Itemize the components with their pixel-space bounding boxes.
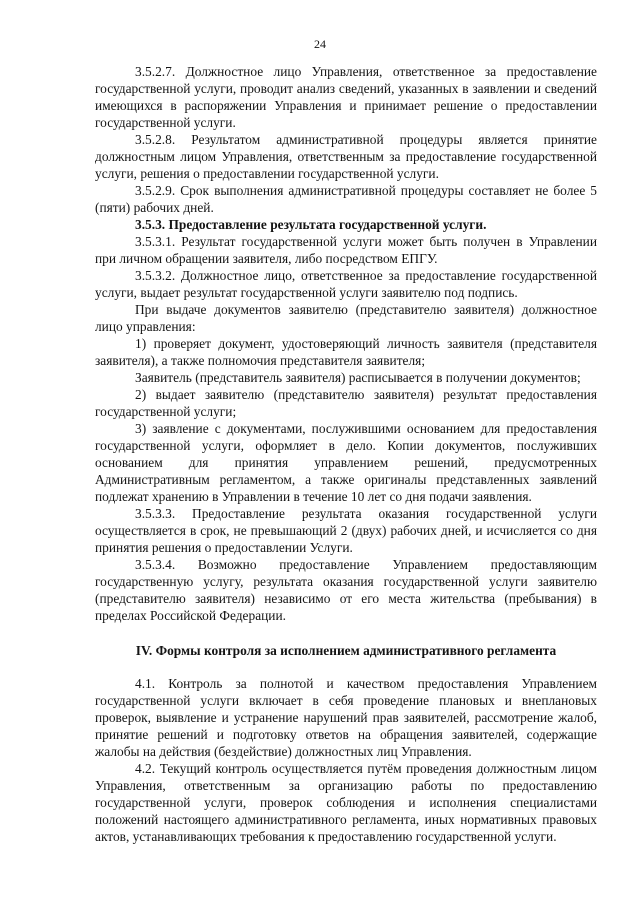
paragraph-applicant-signs: Заявитель (представитель заявителя) расписывается в получении документов; [135, 370, 581, 385]
section-iv-title: IV. Формы контроля за исполнением административного регламента [135, 643, 557, 658]
list-item-2: 2) выдает заявителю (представителю заявителя) результат предоставления государственной услуги; [95, 387, 597, 419]
paragraph-4-1: 4.1. Контроль за полнотой и качеством предоставления Управлением государственной услуги включает в себя проведение плановых и внеплановых проверок, выявление и устранение нарушений прав заявителей, рассмотрение жалоб, принятие решений и подготовку ответов на обращения заявителей, содержащие жалобы на действия (бездействие) должностных лиц Управления. [95, 676, 597, 759]
paragraph-issuance-intro: При выдаче документов заявителю (представителю заявителя) должностное лицо управления: [95, 302, 597, 334]
document-body [95, 63, 597, 845]
paragraph-3-5-2-7: 3.5.2.7. Должностное лицо Управления, ответственное за предоставление государственной услуги, проводит анализ сведений, указанных в заявлении и сведений имеющихся в распоряжении Управления и принимает решение о предоставлении государственной услуги. [95, 64, 597, 130]
paragraph-4-2: 4.2. Текущий контроль осуществляется путём проведения должностным лицом Управления, ответственным за организацию работы по предоставлению государственной услуги, проверок соблюдения и исполнения специалистами положений настоящего административного регламента, иных нормативных правовых актов, устанавливающих требования к предоставлению государственной услуги. [95, 761, 597, 844]
section-3-5-text [95, 63, 597, 624]
paragraph-3-5-2-8: 3.5.2.8. Результатом административной процедуры является принятие должностным лицом Управления, ответственным за предоставление государственной услуги, решения о предоставлении государственной услуги. [95, 132, 597, 181]
paragraph-3-5-3-3: 3.5.3.3. Предоставление результата оказания государственной услуги осуществляется в срок, не превышающий 2 (двух) рабочих дней, и исчисляется со дня принятия решения о предоставлении Услуги. [95, 506, 597, 555]
paragraph-3-5-3-2: 3.5.3.2. Должностное лицо, ответственное за предоставление государственной услуги, выдает результат государственной услуги заявителю под подпись. [95, 268, 597, 300]
paragraph-3-5-2-9: 3.5.2.9. Срок выполнения административной процедуры составляет не более 5 (пяти) рабочих дней. [95, 183, 597, 215]
paragraph-3-5-3-4: 3.5.3.4. Возможно предоставление Управлением предоставляющим государственную услугу, результата оказания государственной услуги заявителю (представителю заявителя) независимо от его места жительства (пребывания) в пределах Российской Федерации. [95, 557, 597, 623]
list-item-1: 1) проверяет документ, удостоверяющий личность заявителя (представителя заявителя), а также полномочия представителя заявителя; [95, 336, 597, 368]
heading-3-5-3: 3.5.3. Предоставление результата государственной услуги. [135, 217, 487, 232]
list-item-3: 3) заявление с документами, послужившими основанием для предоставления государственной услуги, оформляет в дело. Копии документов, послуживших основанием для принятия управлением решений, предусмотренных Административным регламентом, а также оригиналы представленных заявлений подлежат хранению в Управлении в течение 10 лет со дня подачи заявления. [95, 421, 597, 504]
page-number: 24 [314, 37, 326, 51]
paragraph-3-5-3-1: 3.5.3.1. Результат государственной услуги может быть получен в Управлении при личном обращении заявителя, либо посредством ЕПГУ. [95, 234, 597, 266]
section-iv-text [95, 675, 597, 845]
